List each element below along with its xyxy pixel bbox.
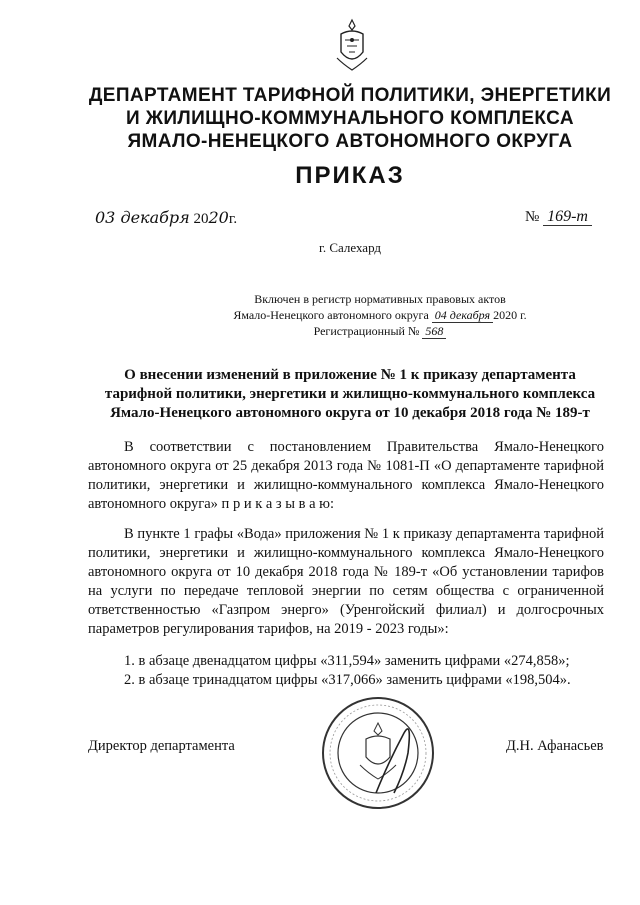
registry-line-2 <box>200 307 560 323</box>
subject-line-2: тарифной политики, энергетики и жилищно-коммунального комплекса <box>104 386 596 402</box>
registry-region: Ямало-Ненецкого автономного округа <box>233 308 429 322</box>
signer-position: Директор департамента <box>88 738 235 754</box>
number-label: № <box>525 209 540 225</box>
number-handwritten: 169-т <box>543 208 592 226</box>
date-suffix: г. <box>228 211 238 227</box>
change-list <box>124 652 604 690</box>
date-year-handwritten: 20 <box>208 208 229 227</box>
official-seal-icon <box>316 693 440 813</box>
department-line-2: И ЖИЛИЩНО-КОММУНАЛЬНОГО КОМПЛЕКСА <box>126 108 574 129</box>
coat-of-arms-icon <box>335 18 369 74</box>
registry-number-handwritten: 568 <box>422 324 446 339</box>
subject-line-1: О внесении изменений в приложение № 1 к приказу департамента <box>124 367 576 383</box>
city: г. Салехард <box>318 240 382 255</box>
list-item: 2. в абзаце тринадцатом цифры «317,066» заменить цифрами «198,504». <box>124 672 571 688</box>
signer-name: Д.Н. Афанасьев <box>506 738 604 754</box>
subject-line-3: Ямало-Ненецкого автономного округа от 10 декабря 2018 года № 189-т <box>110 405 590 421</box>
order-subject <box>100 366 600 423</box>
department-line-3: ЯМАЛО-НЕНЕЦКОГО АВТОНОМНОГО ОКРУГА <box>127 131 573 152</box>
registry-note <box>200 291 560 339</box>
department-header <box>60 84 640 153</box>
order-date <box>95 208 237 228</box>
order-number <box>525 208 592 226</box>
date-year-prefix: 20 <box>193 211 209 227</box>
preamble-paragraph: В соответствии с постановлением Правительства Ямало-Ненецкого автономного округа от 25 декабря 2013 года № 1081-П «О департаменте тарифной политики, энергетики и жилищно-коммунального комплекса Ямало-Ненецкого автономного округа» п р и к а з ы в а ю: <box>88 439 604 512</box>
document-type: ПРИКАЗ <box>295 162 405 189</box>
registry-year: 2020 г. <box>493 308 527 322</box>
list-item: 1. в абзаце двенадцатом цифры «311,594» заменить цифрами «274,858»; <box>124 653 570 669</box>
department-line-1: ДЕПАРТАМЕНТ ТАРИФНОЙ ПОЛИТИКИ, ЭНЕРГЕТИКИ <box>88 85 612 106</box>
date-handwritten: 03 декабря <box>95 208 190 227</box>
registry-line-1: Включен в регистр нормативных правовых актов <box>254 292 506 306</box>
registry-line-3 <box>200 323 560 339</box>
registry-date-handwritten: 04 декабря <box>432 308 493 323</box>
order-paragraph: В пункте 1 графы «Вода» приложения № 1 к приказу департамента тарифной политики, энергетики и жилищно-коммунального комплекса Ямало-Ненецкого автономного округа от 10 декабря 2018 года № 189-т «Об установлении тарифов на услуги по передаче тепловой энергии по сетям общества с ограниченной ответственностью «Газпром энерго» (Уренгойский филиал) и долгосрочных параметров регулирования тарифов, на 2019 - 2023 годы»: <box>88 526 604 637</box>
registry-number-label: Регистрационный № <box>313 324 420 338</box>
